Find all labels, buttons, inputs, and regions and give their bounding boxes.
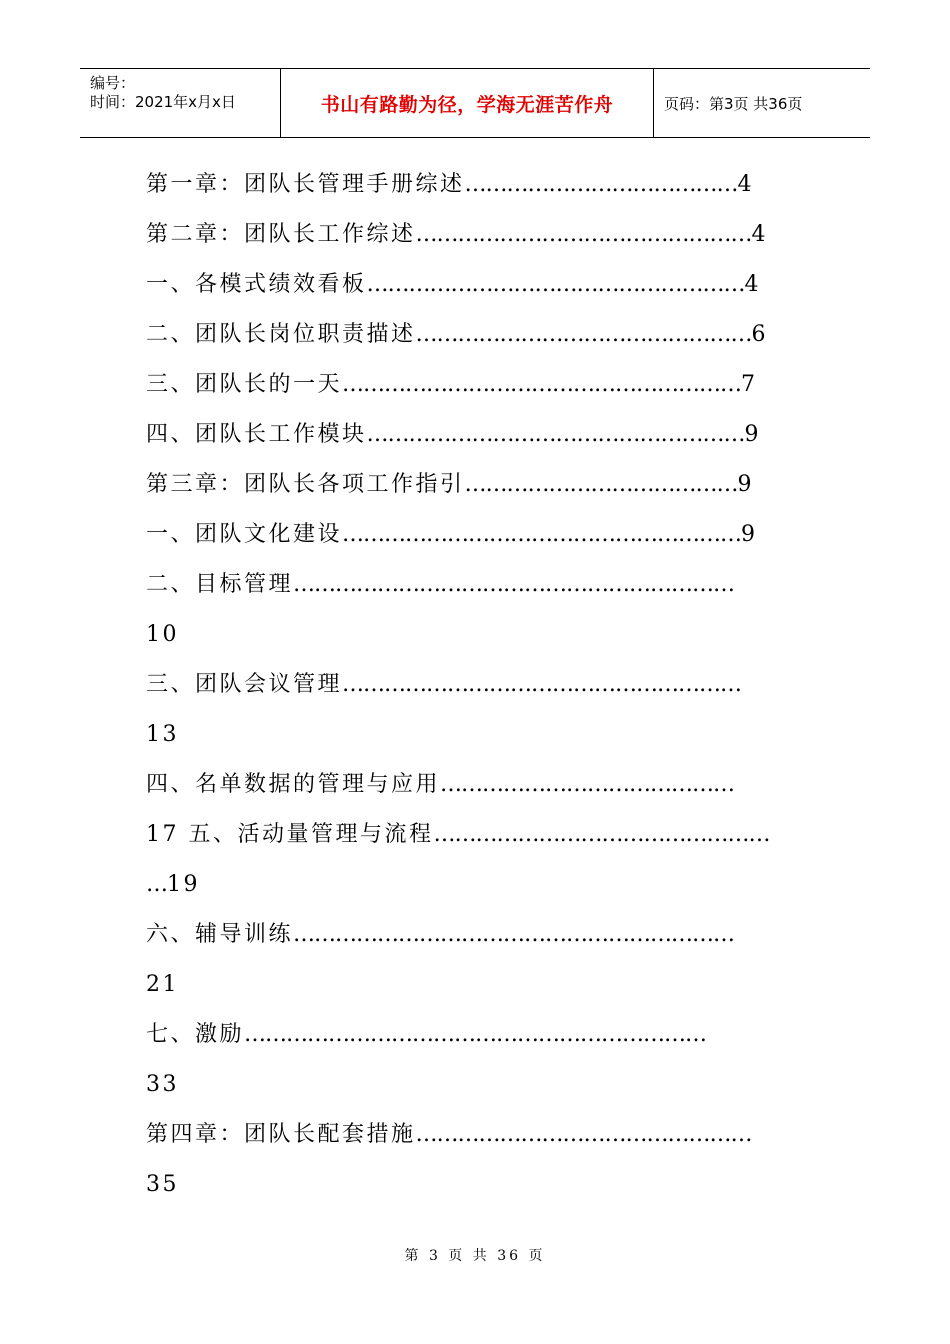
toc-entry[interactable]: 二、团队长岗位职责描述…………………………………………6 bbox=[146, 322, 769, 347]
toc-entry[interactable]: 17 五、活动量管理与流程………………………………………… bbox=[146, 822, 770, 847]
page-footer: 第 3 页 共 36 页 bbox=[404, 1248, 546, 1264]
toc-entry[interactable]: 第三章：团队长各项工作指引…………………………………9 bbox=[146, 472, 755, 497]
toc-entry[interactable]: 六、辅导训练……………………………………………………… bbox=[146, 922, 735, 947]
toc-entry-page-number[interactable]: 35 bbox=[146, 1172, 179, 1197]
toc-entry[interactable]: 一、团队文化建设…………………………………………………9 bbox=[146, 522, 758, 547]
toc-entry-page-number[interactable]: 10 bbox=[146, 622, 179, 647]
toc-entry[interactable]: 第四章：团队长配套措施………………………………………… bbox=[146, 1122, 752, 1147]
table-of-contents bbox=[146, 160, 796, 1210]
toc-entry[interactable]: 第一章：团队长管理手册综述…………………………………4 bbox=[146, 172, 755, 197]
toc-entry[interactable]: 二、目标管理……………………………………………………… bbox=[146, 572, 735, 597]
toc-entry-page-number[interactable]: 33 bbox=[146, 1072, 179, 1097]
header-meta-cell bbox=[80, 69, 281, 137]
toc-entry-page-number[interactable]: …19 bbox=[146, 872, 200, 897]
toc-entry-page-number[interactable]: 21 bbox=[146, 972, 179, 997]
toc-entry[interactable]: 四、团队长工作模块………………………………………………9 bbox=[146, 422, 762, 447]
toc-entry[interactable]: 三、团队长的一天…………………………………………………7 bbox=[146, 372, 758, 397]
page-header bbox=[80, 68, 870, 138]
toc-entry[interactable]: 一、各模式绩效看板………………………………………………4 bbox=[146, 272, 762, 297]
toc-entry[interactable]: 四、名单数据的管理与应用…………………………………… bbox=[146, 772, 735, 797]
toc-entry-page-number[interactable]: 13 bbox=[146, 722, 179, 747]
header-page-info: 页码：第3页 共36页 bbox=[664, 94, 803, 113]
toc-entry[interactable]: 三、团队会议管理………………………………………………… bbox=[146, 672, 742, 697]
toc-entry[interactable]: 七、激励………………………………………………………… bbox=[146, 1022, 707, 1047]
document-date-label: 时间：2021年x月x日 bbox=[90, 93, 236, 111]
document-number-label: 编号： bbox=[90, 74, 136, 92]
header-motto: 书山有路勤为径，学海无涯苦作舟 bbox=[281, 69, 654, 137]
toc-entry[interactable]: 第二章：团队长工作综述…………………………………………4 bbox=[146, 222, 769, 247]
